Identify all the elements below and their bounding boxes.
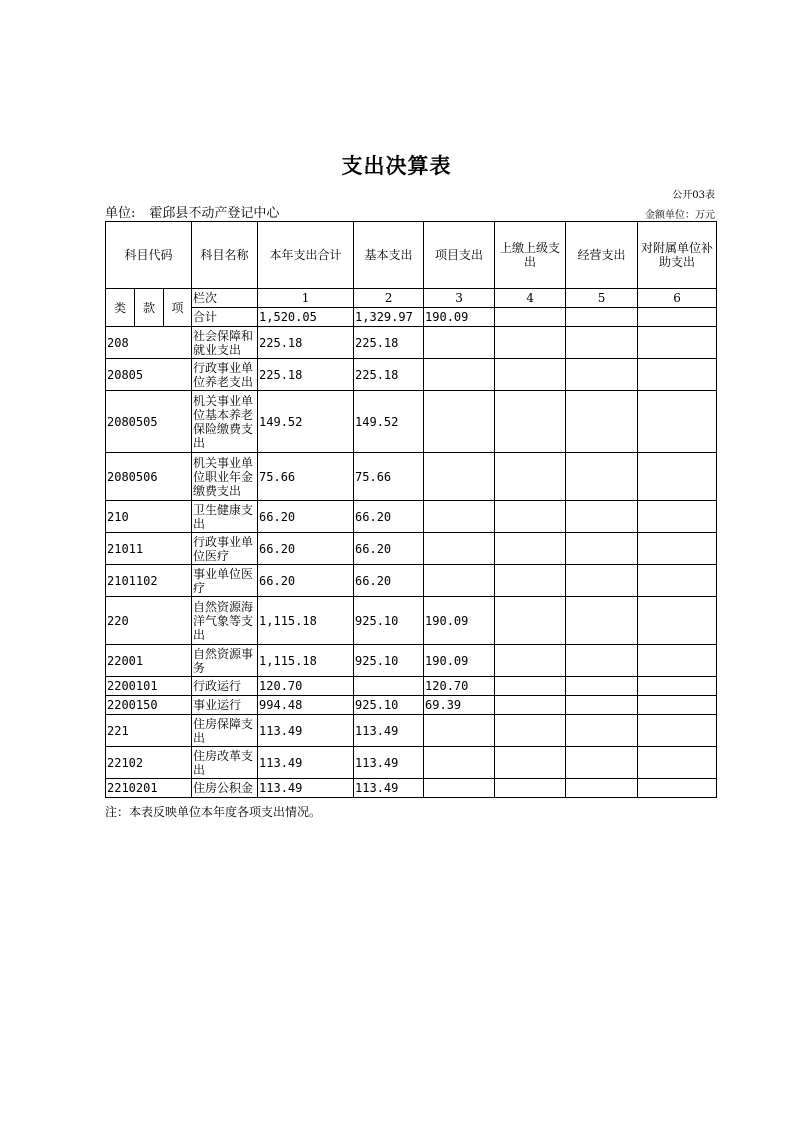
row-basic: 925.10 xyxy=(354,696,424,715)
col-index-2: 2 xyxy=(354,289,424,308)
row-code: 2080506 xyxy=(106,453,192,501)
page-title: 支出决算表 xyxy=(341,154,452,178)
row-name: 行政事业单位养老支出 xyxy=(192,359,258,391)
row-upper xyxy=(495,696,566,715)
row-operating xyxy=(566,779,638,798)
unit-label: 单位: xyxy=(105,206,136,221)
row-code: 21011 xyxy=(106,533,192,565)
total-label: 合计 xyxy=(192,308,258,327)
total-operating xyxy=(566,308,638,327)
table-row xyxy=(106,533,717,565)
total-project: 190.09 xyxy=(424,308,495,327)
row-subsidiary xyxy=(638,645,717,677)
row-basic: 925.10 xyxy=(354,645,424,677)
row-total: 1,115.18 xyxy=(258,597,354,645)
row-code: 2080505 xyxy=(106,391,192,453)
row-subsidiary xyxy=(638,453,717,501)
header-operating: 经营支出 xyxy=(566,222,638,289)
row-code: 208 xyxy=(106,327,192,359)
header-code: 科目代码 xyxy=(106,222,192,289)
row-project xyxy=(424,453,495,501)
row-basic: 75.66 xyxy=(354,453,424,501)
table-row xyxy=(106,696,717,715)
row-code: 220 xyxy=(106,597,192,645)
expenditure-table xyxy=(105,221,717,798)
row-total: 113.49 xyxy=(258,747,354,779)
row-upper xyxy=(495,391,566,453)
row-basic: 113.49 xyxy=(354,779,424,798)
row-subsidiary xyxy=(638,779,717,798)
row-upper xyxy=(495,501,566,533)
total-basic: 1,329.97 xyxy=(354,308,424,327)
row-project xyxy=(424,715,495,747)
money-unit: 金额单位：万元 xyxy=(645,210,715,221)
row-subsidiary xyxy=(638,501,717,533)
row-operating xyxy=(566,533,638,565)
row-name: 行政运行 xyxy=(192,677,258,696)
row-subsidiary xyxy=(638,359,717,391)
row-name: 机关事业单位职业年金缴费支出 xyxy=(192,453,258,501)
table-row xyxy=(106,677,717,696)
row-total: 75.66 xyxy=(258,453,354,501)
total-amount: 1,520.05 xyxy=(258,308,354,327)
row-project: 120.70 xyxy=(424,677,495,696)
header-total: 本年支出合计 xyxy=(258,222,354,289)
row-upper xyxy=(495,645,566,677)
row-upper xyxy=(495,359,566,391)
total-row xyxy=(106,308,717,327)
col-index-1: 1 xyxy=(258,289,354,308)
row-name: 事业单位医疗 xyxy=(192,565,258,597)
row-code: 210 xyxy=(106,501,192,533)
row-project xyxy=(424,533,495,565)
row-name: 自然资源事务 xyxy=(192,645,258,677)
table-row xyxy=(106,597,717,645)
row-basic: 66.20 xyxy=(354,565,424,597)
row-operating xyxy=(566,696,638,715)
row-project xyxy=(424,327,495,359)
total-subsidiary xyxy=(638,308,717,327)
row-total: 1,115.18 xyxy=(258,645,354,677)
row-name: 住房保障支出 xyxy=(192,715,258,747)
footnote: 注：本表反映单位本年度各项支出情况。 xyxy=(105,805,322,819)
row-name: 事业运行 xyxy=(192,696,258,715)
row-subsidiary xyxy=(638,677,717,696)
row-upper xyxy=(495,597,566,645)
header-subsidiary: 对附属单位补助支出 xyxy=(638,222,717,289)
row-operating xyxy=(566,715,638,747)
row-total: 66.20 xyxy=(258,565,354,597)
row-subsidiary xyxy=(638,597,717,645)
table-row xyxy=(106,565,717,597)
table-row xyxy=(106,391,717,453)
row-name: 卫生健康支出 xyxy=(192,501,258,533)
row-project xyxy=(424,391,495,453)
row-total: 113.49 xyxy=(258,715,354,747)
row-basic: 225.18 xyxy=(354,359,424,391)
unit-name: 霍邱县不动产登记中心 xyxy=(149,206,280,221)
row-subsidiary xyxy=(638,533,717,565)
table-row xyxy=(106,645,717,677)
row-name: 住房公积金 xyxy=(192,779,258,798)
row-basic: 925.10 xyxy=(354,597,424,645)
row-total: 149.52 xyxy=(258,391,354,453)
col-index-4: 4 xyxy=(495,289,566,308)
row-project xyxy=(424,565,495,597)
row-code: 2200150 xyxy=(106,696,192,715)
row-basic: 149.52 xyxy=(354,391,424,453)
col-index-6: 6 xyxy=(638,289,717,308)
total-upper xyxy=(495,308,566,327)
row-operating xyxy=(566,645,638,677)
row-operating xyxy=(566,391,638,453)
row-basic: 66.20 xyxy=(354,501,424,533)
table-row xyxy=(106,715,717,747)
row-name: 机关事业单位基本养老保险缴费支出 xyxy=(192,391,258,453)
row-project xyxy=(424,779,495,798)
row-name: 住房改革支出 xyxy=(192,747,258,779)
column-index-row xyxy=(106,289,717,308)
table-row xyxy=(106,501,717,533)
row-operating xyxy=(566,327,638,359)
table-row xyxy=(106,327,717,359)
row-basic: 225.18 xyxy=(354,327,424,359)
row-code: 20805 xyxy=(106,359,192,391)
row-basic: 66.20 xyxy=(354,533,424,565)
row-basic: 113.49 xyxy=(354,747,424,779)
table-row xyxy=(106,359,717,391)
row-code: 2210201 xyxy=(106,779,192,798)
row-operating xyxy=(566,597,638,645)
header-name: 科目名称 xyxy=(192,222,258,289)
form-number: 公开03表 xyxy=(672,190,715,201)
row-code: 221 xyxy=(106,715,192,747)
row-name: 社会保障和就业支出 xyxy=(192,327,258,359)
row-subsidiary xyxy=(638,391,717,453)
row-project xyxy=(424,747,495,779)
header-xiang: 项 xyxy=(164,289,192,327)
row-total: 225.18 xyxy=(258,359,354,391)
row-operating xyxy=(566,501,638,533)
row-total: 120.70 xyxy=(258,677,354,696)
row-total: 994.48 xyxy=(258,696,354,715)
row-upper xyxy=(495,453,566,501)
row-name: 自然资源海洋气象等支出 xyxy=(192,597,258,645)
row-total: 225.18 xyxy=(258,327,354,359)
row-subsidiary xyxy=(638,747,717,779)
row-subsidiary xyxy=(638,715,717,747)
row-operating xyxy=(566,453,638,501)
row-project: 69.39 xyxy=(424,696,495,715)
row-total: 66.20 xyxy=(258,501,354,533)
header-upper: 上缴上级支出 xyxy=(495,222,566,289)
row-operating xyxy=(566,747,638,779)
col-index-5: 5 xyxy=(566,289,638,308)
row-project xyxy=(424,359,495,391)
row-basic xyxy=(354,677,424,696)
row-upper xyxy=(495,715,566,747)
row-upper xyxy=(495,747,566,779)
row-upper xyxy=(495,565,566,597)
table-row xyxy=(106,453,717,501)
row-total: 66.20 xyxy=(258,533,354,565)
header-lanci: 栏次 xyxy=(192,289,258,308)
row-project xyxy=(424,501,495,533)
row-code: 22001 xyxy=(106,645,192,677)
row-code: 2200101 xyxy=(106,677,192,696)
row-subsidiary xyxy=(638,696,717,715)
row-operating xyxy=(566,677,638,696)
col-index-3: 3 xyxy=(424,289,495,308)
header-lei: 类 xyxy=(106,289,135,327)
header-project: 项目支出 xyxy=(424,222,495,289)
unit-line xyxy=(105,202,279,221)
row-project: 190.09 xyxy=(424,645,495,677)
row-subsidiary xyxy=(638,565,717,597)
row-subsidiary xyxy=(638,327,717,359)
row-upper xyxy=(495,677,566,696)
header-basic: 基本支出 xyxy=(354,222,424,289)
row-name: 行政事业单位医疗 xyxy=(192,533,258,565)
table-row xyxy=(106,779,717,798)
row-code: 22102 xyxy=(106,747,192,779)
row-basic: 113.49 xyxy=(354,715,424,747)
row-upper xyxy=(495,779,566,798)
row-upper xyxy=(495,533,566,565)
row-code: 2101102 xyxy=(106,565,192,597)
header-kuan: 款 xyxy=(135,289,164,327)
header-row xyxy=(106,222,717,289)
row-operating xyxy=(566,565,638,597)
row-total: 113.49 xyxy=(258,779,354,798)
row-operating xyxy=(566,359,638,391)
row-project: 190.09 xyxy=(424,597,495,645)
row-upper xyxy=(495,327,566,359)
table-row xyxy=(106,747,717,779)
